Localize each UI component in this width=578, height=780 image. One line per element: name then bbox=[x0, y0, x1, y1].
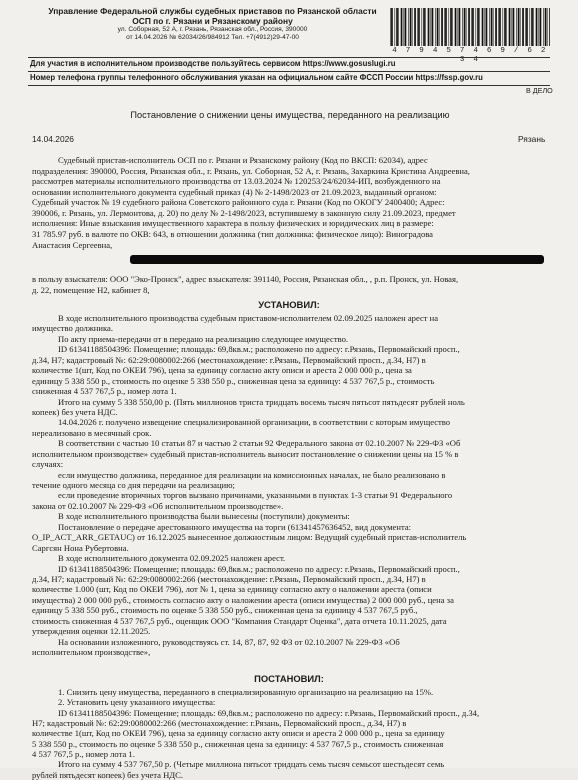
org-name-line2: ОСП по г. Рязани и Рязанскому району bbox=[132, 15, 293, 26]
text-line: подразделения: 390000, Россия, Рязанская обл., г. Рязань, ул. Соборная, 52 А, г. Рязань, Захаркина Кристина Андреевна, bbox=[32, 165, 470, 176]
resolved-section bbox=[32, 687, 548, 780]
barcode-bar bbox=[414, 8, 416, 46]
doc-reference: от 14.04.2026 № 62034/26/984912 Тел. +7(4912)29-47-00 bbox=[126, 34, 299, 42]
barcode-bar bbox=[450, 8, 452, 46]
text-line: течение одного месяца со дня передачи на реализацию; bbox=[32, 480, 235, 490]
barcode-bar bbox=[449, 8, 450, 46]
text-line: сниженная 4 537 767,5 р., номер лота 1. bbox=[32, 386, 177, 397]
claimant-paragraph bbox=[32, 274, 548, 295]
text-line: Судебный пристав-исполнитель ОСП по г. Рязани и Рязанскому району (Код по ВКСП: 62034), адрес bbox=[58, 155, 428, 165]
barcode-bar bbox=[540, 8, 542, 46]
barcode-bar bbox=[482, 8, 484, 46]
barcode-bar bbox=[499, 8, 501, 46]
barcode-bar bbox=[432, 8, 434, 46]
text-line: исполнительном производстве» судебный пристав-исполнитель выносит постановление о снижении цены на 15 % в bbox=[32, 448, 459, 459]
header-block bbox=[40, 7, 385, 42]
barcode-bar bbox=[444, 8, 445, 46]
barcode-bar bbox=[464, 8, 466, 46]
text-line: основании исполнительного документа судебный приказ (4) № 2-1498/2023 от 21.09.2023, выданный органом: bbox=[32, 186, 437, 197]
barcode-bar bbox=[539, 8, 540, 46]
text-line: количестве 1(шт, Код по ОКЕИ 796), цена за единицу согласно акту описи и ареста 2 000 000 р., цена за единицу bbox=[32, 728, 445, 739]
barcode-bar bbox=[476, 8, 477, 46]
barcode-bar bbox=[398, 8, 399, 46]
text-line: д.34, Н7; кадастровый №: 62:29:0080002:266 (местонахождение: г.Рязань, Первомайский просп., д.34, Н7) в bbox=[32, 573, 426, 584]
document-city: Рязань bbox=[518, 134, 546, 144]
barcode-bar bbox=[525, 8, 526, 46]
barcode-bar bbox=[412, 8, 413, 46]
text-line: 4 537 767,5 р., номер лота 1. bbox=[32, 748, 135, 759]
barcode-bar bbox=[418, 8, 420, 46]
text-line: В ходе исполнительного производства были вынесены (поступили) документы: bbox=[58, 511, 350, 522]
barcode-bar bbox=[441, 8, 443, 46]
barcode-bar bbox=[468, 8, 470, 46]
org-address: ул. Соборная, 52 А, г. Рязань, Рязанская обл., Россия, 390000 bbox=[117, 26, 308, 34]
barcode-bar bbox=[516, 8, 517, 46]
org-name-line1: Управление Федеральной службы судебных приставов по Рязанской области bbox=[48, 6, 377, 16]
resolved-heading: ПОСТАНОВИЛ: bbox=[254, 673, 324, 684]
barcode-bar bbox=[408, 8, 409, 46]
barcode-bar bbox=[401, 8, 403, 46]
text-line: 31 785.97 руб. в валюте по ОКВ: 643, в отношении должника (тип должника: физическое лицо): Виноградова bbox=[32, 228, 433, 239]
barcode-bar bbox=[506, 8, 507, 46]
barcode-bar bbox=[530, 8, 531, 46]
text-line: В ходе исполнительного производства судебным приставом-исполнителем 02.09.2025 наложен арест на bbox=[58, 313, 439, 323]
text-line: Итого на сумму 4 537 767,50 р. (Четыре миллиона пятьсот тридцать семь тысяч семьсот шестьдесят семь bbox=[58, 759, 445, 770]
barcode-bar bbox=[437, 8, 439, 46]
barcode-bar bbox=[479, 8, 480, 46]
text-line: На основании изложенного, руководствуясь ст. 14, 87, 87, 92 ФЗ от 02.10.2007 № 229-ФЗ «Об bbox=[58, 636, 400, 647]
barcode bbox=[390, 8, 550, 65]
barcode-bars bbox=[390, 8, 550, 46]
barcode-bar bbox=[455, 8, 457, 46]
barcode-bar bbox=[391, 8, 393, 46]
barcode-bar bbox=[498, 8, 499, 46]
text-line: закона от 02.10.2007 № 229-ФЗ «Об исполнительном производстве». bbox=[32, 500, 284, 511]
barcode-bar bbox=[503, 8, 504, 46]
barcode-bar bbox=[452, 8, 453, 46]
text-line: Судебный участок № 19 судебного района Советского районного суда г. Рязани (Код по ОКОГУ 2400400; Адрес: bbox=[32, 197, 445, 208]
text-line: 5 338 550 р., стоимость по оценке 5 338 550 р., сниженная цена за единицу: 4 537 767,5 р., стоимость сниженная bbox=[32, 738, 444, 749]
text-line: имущество должника. bbox=[32, 323, 113, 334]
document-date: 14.04.2026 bbox=[32, 134, 74, 144]
barcode-bar bbox=[545, 8, 547, 46]
barcode-bar bbox=[477, 8, 479, 46]
text-line: д.34, Н7; кадастровый №: 62:29:0080002:266 (местонахождение: г.Рязань, Первомайский просп., д.34, Н7) в bbox=[32, 354, 426, 365]
barcode-bar bbox=[547, 8, 548, 46]
barcode-bar bbox=[422, 8, 423, 46]
text-line: единицу 5 338 550 р., стоимость по оценке 5 338 550 р., сниженная цена за единицу: 4 537 767,5 р., стоимость bbox=[32, 375, 435, 386]
barcode-bar bbox=[512, 8, 513, 46]
text-line: имущества) 2 000 000 руб., стоимость согласно акту о наложении ареста (описи имущества) 2 000 000 руб., цена за bbox=[32, 594, 454, 605]
barcode-bar bbox=[543, 8, 544, 46]
barcode-bar bbox=[509, 8, 511, 46]
barcode-bar bbox=[462, 8, 463, 46]
text-line: стоимость сниженная 4 537 767,5 руб., оценщик ООО "Компания Стандарт Оценка", дата отчета 10.11.2025, дата bbox=[32, 615, 447, 626]
barcode-bar bbox=[466, 8, 467, 46]
text-line: случаях: bbox=[32, 459, 64, 470]
text-line: 14.04.2026 г. получено извещение специализированной организации, в соответствии с которым имущество bbox=[58, 417, 451, 428]
barcode-bar bbox=[445, 8, 447, 46]
text-line: В ходе исполнительного документа 02.09.2025 наложен арест. bbox=[58, 553, 286, 564]
barcode-bar bbox=[518, 8, 520, 46]
text-line: исполнительном производстве», bbox=[32, 647, 151, 657]
text-line: 1. Снизить цену имущества, переданного в специализированную организацию на реализацию на 15%. bbox=[58, 687, 434, 697]
text-line: копеек) без учета НДС. bbox=[32, 406, 118, 417]
barcode-bar bbox=[533, 8, 534, 46]
barcode-bar bbox=[410, 8, 412, 46]
text-line: В соответствии с частью 10 статьи 87 и частью 2 статьи 92 Федерального закона от 02.10.2007 № 229-ФЗ «Об bbox=[58, 438, 461, 449]
text-line: единицу 5 338 550 руб., стоимость по оценке 5 338 550 руб., сниженная цена за единицу 4 537 767,5 руб., bbox=[32, 605, 418, 616]
text-line: количестве 1(шт, Код по ОКЕИ 796), цена за единицу согласно акту описи и ареста 2 000 000 р., цена за bbox=[32, 365, 412, 376]
barcode-bar bbox=[395, 8, 396, 46]
barcode-bar bbox=[504, 8, 506, 46]
barcode-bar bbox=[431, 8, 432, 46]
text-line: Н7; кадастровый №: 62:29:0080002:266 (местонахождение: г.Рязань, Первомайский просп., д.34, Н7) в bbox=[32, 717, 407, 728]
text-line: д. 22, помещение Н2, кабинет 8, bbox=[32, 284, 150, 295]
gosuslugi-notice: Для участия в исполнительном производстве пользуйтесь сервисом https://www.gosuslugi.ru bbox=[30, 59, 396, 68]
barcode-bar bbox=[485, 8, 486, 46]
document-title: Постановление о снижении цены имущества, переданного на реализацию bbox=[130, 110, 450, 120]
text-line: По акту приема-передачи от в передано на реализацию следующее имущество. bbox=[58, 333, 349, 344]
text-line: исполнения: Иные взыскания имущественного характера в пользу физических и юридических лиц в размере: bbox=[32, 218, 434, 229]
barcode-bar bbox=[520, 8, 521, 46]
header-divider-bottom bbox=[28, 85, 550, 86]
barcode-bar bbox=[513, 8, 515, 46]
text-line: Саргсян Нона Рубертовна. bbox=[32, 542, 129, 553]
barcode-bar bbox=[405, 8, 407, 46]
v-delo-stamp: В ДЕЛО bbox=[526, 86, 553, 95]
barcode-bar bbox=[549, 8, 550, 46]
barcode-bar bbox=[458, 8, 459, 46]
barcode-bar bbox=[425, 8, 426, 46]
barcode-bar bbox=[390, 8, 391, 46]
barcode-bar bbox=[531, 8, 533, 46]
text-line: рассмотрев материалы исполнительного производства от 13.03.2024 № 120253/24/62034-ИП, возбужденного на bbox=[32, 176, 441, 187]
established-heading: УСТАНОВИЛ: bbox=[258, 299, 320, 310]
barcode-bar bbox=[459, 8, 461, 46]
barcode-bar bbox=[522, 8, 524, 46]
barcode-bar bbox=[423, 8, 425, 46]
barcode-bar bbox=[472, 8, 474, 46]
barcode-bar bbox=[491, 8, 493, 46]
barcode-bar bbox=[495, 8, 497, 46]
established-section bbox=[32, 313, 548, 657]
barcode-bar bbox=[471, 8, 472, 46]
barcode-bar bbox=[439, 8, 440, 46]
barcode-number: 4 7 9 4 5 7 4 6 9 / 6 2 3 4 bbox=[392, 47, 548, 65]
text-line: Постановление о передаче арестованного имущества на торги (61341457636452, вид документа: bbox=[58, 521, 412, 532]
text-line: утверждения оценки 12.11.2025. bbox=[32, 626, 151, 637]
text-line: O_IP_ACT_ARR_GETAUC) от 16.12.2025 вынесенное должностным лицом: Ведущий судебный пристав-исполнитель bbox=[32, 532, 467, 543]
barcode-bar bbox=[486, 8, 488, 46]
text-line: Анастасия Сергеевна, bbox=[32, 239, 113, 250]
barcode-bar bbox=[396, 8, 398, 46]
text-line: нереализовано в месячный срок. bbox=[32, 427, 152, 438]
text-line: если проведение вторичных торгов вызвано причинами, указанными в пунктах 1-3 статьи 91 Федерального bbox=[58, 490, 453, 501]
phone-notice: Номер телефона группы телефонного обслуживания указан на официальном сайте ФССП России https://fssp.gov.ru bbox=[30, 73, 483, 82]
barcode-bar bbox=[435, 8, 436, 46]
text-line: ID 61341188504396: Помещение; площадь: 69,8кв.м.; расположено по адресу: г.Рязань, Первомайский просп., bbox=[58, 344, 460, 355]
text-line: ID 61341188504396: Помещение; площадь: 69,8кв.м.; расположено по адресу: г.Рязань, Первомайский просп., д.34, bbox=[58, 707, 480, 718]
redaction-bar bbox=[130, 255, 544, 264]
barcode-bar bbox=[428, 8, 430, 46]
text-line: рублей пятьдесят копеек) без учета НДС. bbox=[32, 769, 184, 780]
header-divider-top bbox=[28, 57, 550, 58]
text-line: если имущество должника, переданное для реализации на комиссионных началах, не было реализовано в bbox=[58, 469, 446, 480]
barcode-bar bbox=[417, 8, 418, 46]
barcode-bar bbox=[536, 8, 538, 46]
text-line: ID 61341188504396: Помещение; площадь: 69,8кв.м.; расположено по адресу: г.Рязань, Первомайский просп., bbox=[58, 563, 460, 574]
barcode-bar bbox=[493, 8, 494, 46]
text-line: 2. Установить цену указанного имущества: bbox=[58, 697, 216, 708]
text-line: Итого на сумму 5 338 550,00 р. (Пять миллионов триста тридцать восемь тысяч пятьсот пятьдесят рублей ноль bbox=[58, 396, 465, 407]
text-line: в пользу взыскателя: ООО "Эко-Пронск", адрес взыскателя: 391140, Россия, Рязанская обл., , р.п. Пронск, ул. Новая, bbox=[32, 274, 459, 284]
intro-paragraph bbox=[32, 155, 548, 250]
text-line: количестве 1.000 (шт, Код по ОКЕИ 796), лот № 1, цена за единицу согласно акту о наложении ареста (описи bbox=[32, 584, 432, 595]
barcode-bar bbox=[489, 8, 490, 46]
text-line: 390006, г. Рязань, ул. Лермонтова, д. 20) по делу № 2-1498/2023, вступившему в законную силу 21.09.2023, предмет bbox=[32, 207, 456, 218]
barcode-bar bbox=[526, 8, 528, 46]
barcode-bar bbox=[404, 8, 405, 46]
header-divider-mid bbox=[28, 71, 550, 72]
